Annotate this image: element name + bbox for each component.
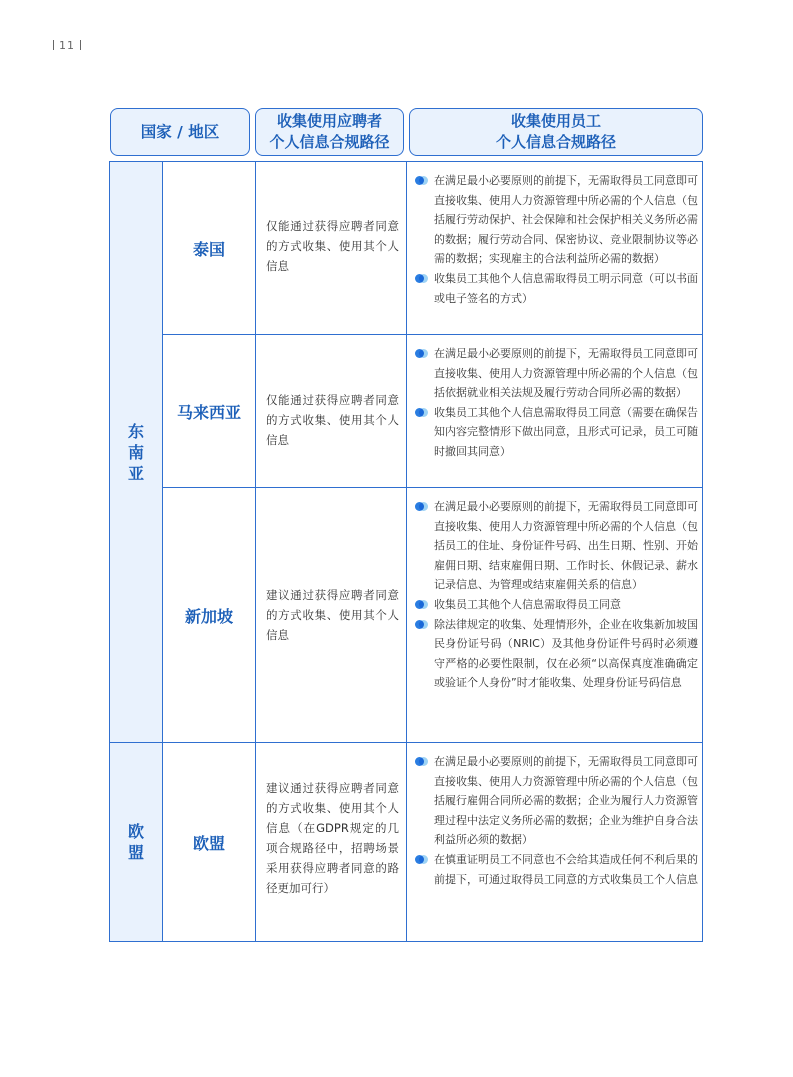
header-applicant-path: 收集使用应聘者 个人信息合规路径	[255, 108, 404, 156]
list-item: 在满足最小必要原则的前提下，无需取得员工同意即可直接收集、使用人力资源管理中所必需的个人信息（包括依据就业相关法规及履行劳动合同所必需的数据）	[414, 344, 698, 403]
employee-path-list	[414, 171, 698, 308]
table-divider	[406, 161, 407, 942]
region-southeast-asia: 东 南 亚	[110, 162, 162, 742]
employee-path-list	[414, 752, 698, 889]
list-item: 除法律规定的收集、处理情形外，企业在收集新加坡国民身份证号码（NRIC）及其他身份证件号码时必须遵守严格的必要性限制，仅在必须“以高保真度准确确定或验证个人身份”时才能收集、处理身份证号码信息	[414, 615, 698, 693]
list-item: 收集员工其他个人信息需取得员工同意	[414, 595, 698, 615]
country-thailand: 泰国	[192, 239, 225, 259]
list-item: 收集员工其他个人信息需取得员工明示同意（可以书面或电子签名的方式）	[414, 269, 698, 308]
applicant-path-text: 仅能通过获得应聘者同意的方式收集、使用其个人信息	[266, 393, 399, 447]
list-item: 在满足最小必要原则的前提下，无需取得员工同意即可直接收集、使用人力资源管理中所必需的个人信息（包括履行雇佣合同所必需的数据；企业为履行人力资源管理过程中法定义务所必需的数据；企业为维护自身合法利益所必须的数据）	[414, 752, 698, 850]
bullet-icon	[415, 620, 427, 629]
header-employee-path: 收集使用员工 个人信息合规路径	[409, 108, 703, 156]
bullet-icon	[415, 408, 427, 417]
bullet-icon	[415, 349, 427, 358]
employee-path-list	[414, 344, 698, 462]
bullet-icon	[415, 502, 427, 511]
bullet-icon	[415, 757, 427, 766]
country-singapore: 新加坡	[184, 606, 233, 626]
list-item: 在满足最小必要原则的前提下，无需取得员工同意即可直接收集、使用人力资源管理中所必需的个人信息（包括员工的住址、身份证件号码、出生日期、性别、开始雇佣日期、结束雇佣日期、工作时长、休假记录、薪水记录信息、为管理或结束雇佣关系的信息）	[414, 497, 698, 595]
applicant-path-text: 仅能通过获得应聘者同意的方式收集、使用其个人信息	[266, 219, 399, 273]
country-malaysia: 马来西亚	[176, 402, 241, 422]
table-border-bottom	[109, 941, 703, 942]
bullet-icon	[415, 855, 427, 864]
applicant-path-text: 建议通过获得应聘者同意的方式收集、使用其个人信息	[266, 588, 399, 642]
list-item: 在慎重证明员工不同意也不会给其造成任何不利后果的前提下，可通过取得员工同意的方式收集员工个人信息	[414, 850, 698, 889]
table-border-right	[702, 161, 703, 942]
country-eu: 欧盟	[192, 833, 225, 853]
employee-path-list	[414, 497, 698, 693]
region-eu: 欧 盟	[110, 743, 162, 941]
bullet-icon	[415, 274, 427, 283]
table-divider	[255, 161, 256, 942]
page-number: 11	[48, 39, 86, 52]
applicant-path-text: 建议通过获得应聘者同意的方式收集、使用其个人信息（在GDPR规定的几项合规路径中，招聘场景采用获得应聘者同意的路径更加可行）	[266, 781, 399, 895]
list-item: 在满足最小必要原则的前提下，无需取得员工同意即可直接收集、使用人力资源管理中所必需的个人信息（包括履行劳动保护、社会保障和社会保护相关义务所必需的数据；履行劳动合同、保密协议、竞业限制协议等必需的数据；实现雇主的合法利益所必需的数据）	[414, 171, 698, 269]
bullet-icon	[415, 600, 427, 609]
table-border-left	[109, 161, 110, 942]
bullet-icon	[415, 176, 427, 185]
header-country-region: 国家 / 地区	[110, 108, 250, 156]
list-item: 收集员工其他个人信息需取得员工同意（需要在确保告知内容完整情形下做出同意，且形式可记录，员工可随时撤回其同意）	[414, 403, 698, 462]
